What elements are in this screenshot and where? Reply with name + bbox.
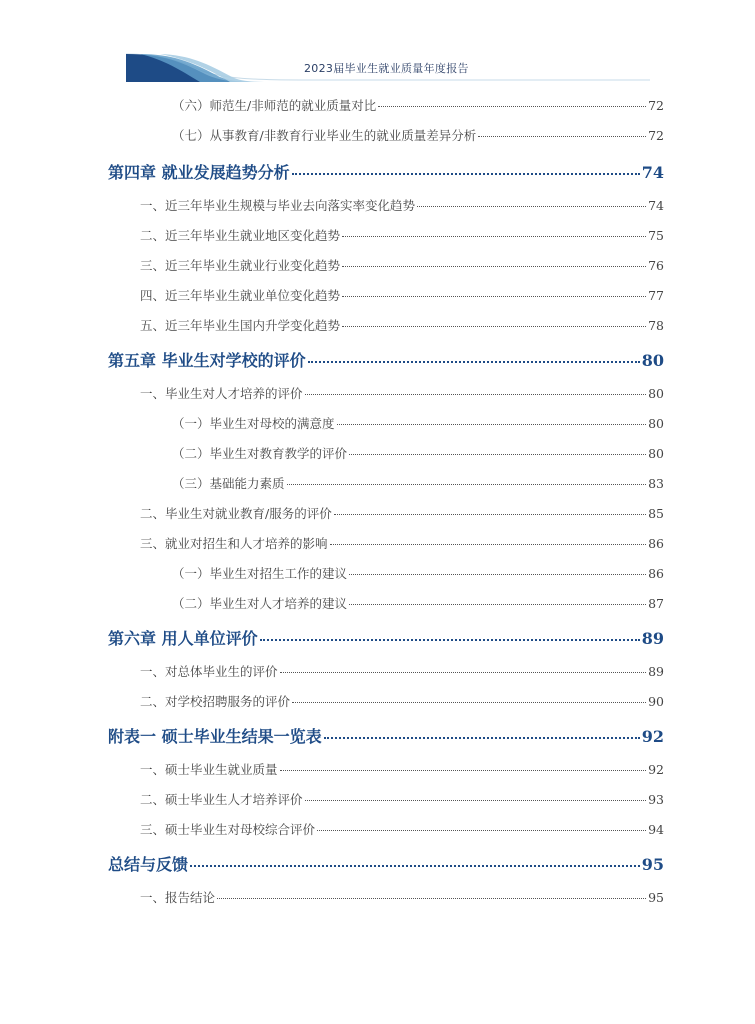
toc-entry[interactable]: [172, 126, 664, 144]
toc-leader-dots: [349, 453, 646, 455]
toc-leader-dots: [349, 603, 646, 605]
toc-leader-dots: [280, 671, 647, 673]
toc-leader-dots: [478, 135, 646, 137]
toc-entry-title: 二、近三年毕业生就业地区变化趋势: [140, 228, 341, 243]
toc-page-number: 77: [648, 288, 664, 303]
toc-page-number: 80: [648, 446, 664, 461]
toc-leader-dots: [349, 573, 646, 575]
toc-leader-dots: [378, 105, 646, 107]
toc-entry[interactable]: [140, 790, 664, 808]
toc-entry[interactable]: [140, 888, 664, 906]
toc-entry-title: 一、硕士毕业生就业质量: [140, 762, 278, 777]
toc-entry[interactable]: [140, 256, 664, 274]
toc-page-number: 76: [648, 258, 664, 273]
toc-entry-title: （一）毕业生对招生工作的建议: [172, 566, 348, 581]
toc-entry[interactable]: [172, 564, 664, 582]
toc-page-number: 90: [648, 694, 664, 709]
toc-page-number: 80: [648, 386, 664, 401]
toc-leader-dots: [342, 325, 646, 327]
toc-leader-dots: [324, 736, 640, 739]
toc-page-number: 75: [648, 228, 664, 243]
toc-page-number: 95: [641, 855, 664, 874]
toc-page-number: 72: [648, 128, 664, 143]
toc-leader-dots: [305, 393, 647, 395]
toc-chapter-entry[interactable]: [108, 852, 664, 875]
toc-entry[interactable]: [172, 444, 664, 462]
toc-chapter-entry[interactable]: [108, 724, 664, 747]
toc-entry-title: （二）毕业生对教育教学的评价: [172, 446, 348, 461]
toc-page-number: 94: [648, 822, 664, 837]
toc-leader-dots: [260, 638, 640, 641]
toc-page-number: 72: [648, 98, 664, 113]
toc-entry-title: 二、对学校招聘服务的评价: [140, 694, 291, 709]
toc-page-number: 80: [641, 351, 664, 370]
toc-entry[interactable]: [172, 474, 664, 492]
toc-entry-title: 总结与反馈: [108, 855, 189, 874]
toc-entry-title: 二、毕业生对就业教育/服务的评价: [140, 506, 332, 521]
toc-leader-dots: [292, 701, 646, 703]
toc-page-number: 74: [641, 163, 664, 182]
header-title: 2023届毕业生就业质量年度报告: [304, 62, 469, 75]
toc-page-number: 92: [648, 762, 664, 777]
toc-entry[interactable]: [140, 226, 664, 244]
toc-entry-title: （七）从事教育/非教育行业毕业生的就业质量差异分析: [172, 128, 477, 143]
toc-entry[interactable]: [172, 414, 664, 432]
toc-leader-dots: [342, 295, 646, 297]
toc-leader-dots: [417, 205, 646, 207]
toc-leader-dots: [287, 483, 647, 485]
toc-entry[interactable]: [140, 820, 664, 838]
toc-page-number: 95: [648, 890, 664, 905]
toc-entry[interactable]: [140, 760, 664, 778]
toc-page-number: 92: [641, 727, 664, 746]
toc-leader-dots: [305, 799, 647, 801]
toc-entry-title: 一、报告结论: [140, 890, 216, 905]
toc-leader-dots: [330, 543, 647, 545]
toc-entry[interactable]: [140, 534, 664, 552]
toc-page-number: 80: [648, 416, 664, 431]
toc-entry-title: 三、近三年毕业生就业行业变化趋势: [140, 258, 341, 273]
toc-page-number: 86: [648, 566, 664, 581]
toc-entry[interactable]: [172, 594, 664, 612]
toc-leader-dots: [217, 897, 646, 899]
toc-entry-title: （一）毕业生对母校的满意度: [172, 416, 335, 431]
toc-leader-dots: [308, 360, 640, 363]
toc-entry[interactable]: [140, 316, 664, 334]
toc-leader-dots: [342, 265, 646, 267]
toc-leader-dots: [334, 513, 646, 515]
toc-entry-title: 第四章 就业发展趋势分析: [108, 163, 290, 182]
toc-entry-title: 一、毕业生对人才培养的评价: [140, 386, 303, 401]
toc-page-number: 74: [648, 198, 664, 213]
toc-entry-title: （六）师范生/非师范的就业质量对比: [172, 98, 377, 113]
toc-entry-title: 二、硕士毕业生人才培养评价: [140, 792, 303, 807]
toc-leader-dots: [342, 235, 646, 237]
toc-entry-title: 一、近三年毕业生规模与毕业去向落实率变化趋势: [140, 198, 416, 213]
toc-entry-title: 第五章 毕业生对学校的评价: [108, 351, 306, 370]
toc-entry-title: 三、硕士毕业生对母校综合评价: [140, 822, 316, 837]
toc-entry-title: 附表一 硕士毕业生结果一览表: [108, 727, 322, 746]
toc-leader-dots: [337, 423, 647, 425]
toc-leader-dots: [292, 172, 640, 175]
toc-page-number: 86: [648, 536, 664, 551]
toc-entry-title: 一、对总体毕业生的评价: [140, 664, 278, 679]
toc-leader-dots: [190, 864, 640, 867]
toc-chapter-entry[interactable]: [108, 160, 664, 183]
toc-entry[interactable]: [140, 662, 664, 680]
toc-entry[interactable]: [172, 96, 664, 114]
toc-page-number: 87: [648, 596, 664, 611]
toc-entry[interactable]: [140, 504, 664, 522]
toc-entry-title: （三）基础能力素质: [172, 476, 285, 491]
toc-page-number: 78: [648, 318, 664, 333]
toc-page-number: 89: [641, 629, 664, 648]
toc-entry[interactable]: [140, 692, 664, 710]
toc-chapter-entry[interactable]: [108, 626, 664, 649]
toc-entry-title: 第六章 用人单位评价: [108, 629, 258, 648]
toc-entry[interactable]: [140, 384, 664, 402]
toc-page-number: 83: [648, 476, 664, 491]
toc-page-number: 89: [648, 664, 664, 679]
toc-leader-dots: [317, 829, 646, 831]
toc-entry[interactable]: [140, 196, 664, 214]
toc-chapter-entry[interactable]: [108, 348, 664, 371]
toc-entry-title: （二）毕业生对人才培养的建议: [172, 596, 348, 611]
toc-page-number: 93: [648, 792, 664, 807]
toc-entry-title: 四、近三年毕业生就业单位变化趋势: [140, 288, 341, 303]
toc-page-number: 85: [648, 506, 664, 521]
toc-entry-title: 五、近三年毕业生国内升学变化趋势: [140, 318, 341, 333]
toc-entry[interactable]: [140, 286, 664, 304]
toc-entry-title: 三、就业对招生和人才培养的影响: [140, 536, 328, 551]
toc-leader-dots: [280, 769, 647, 771]
